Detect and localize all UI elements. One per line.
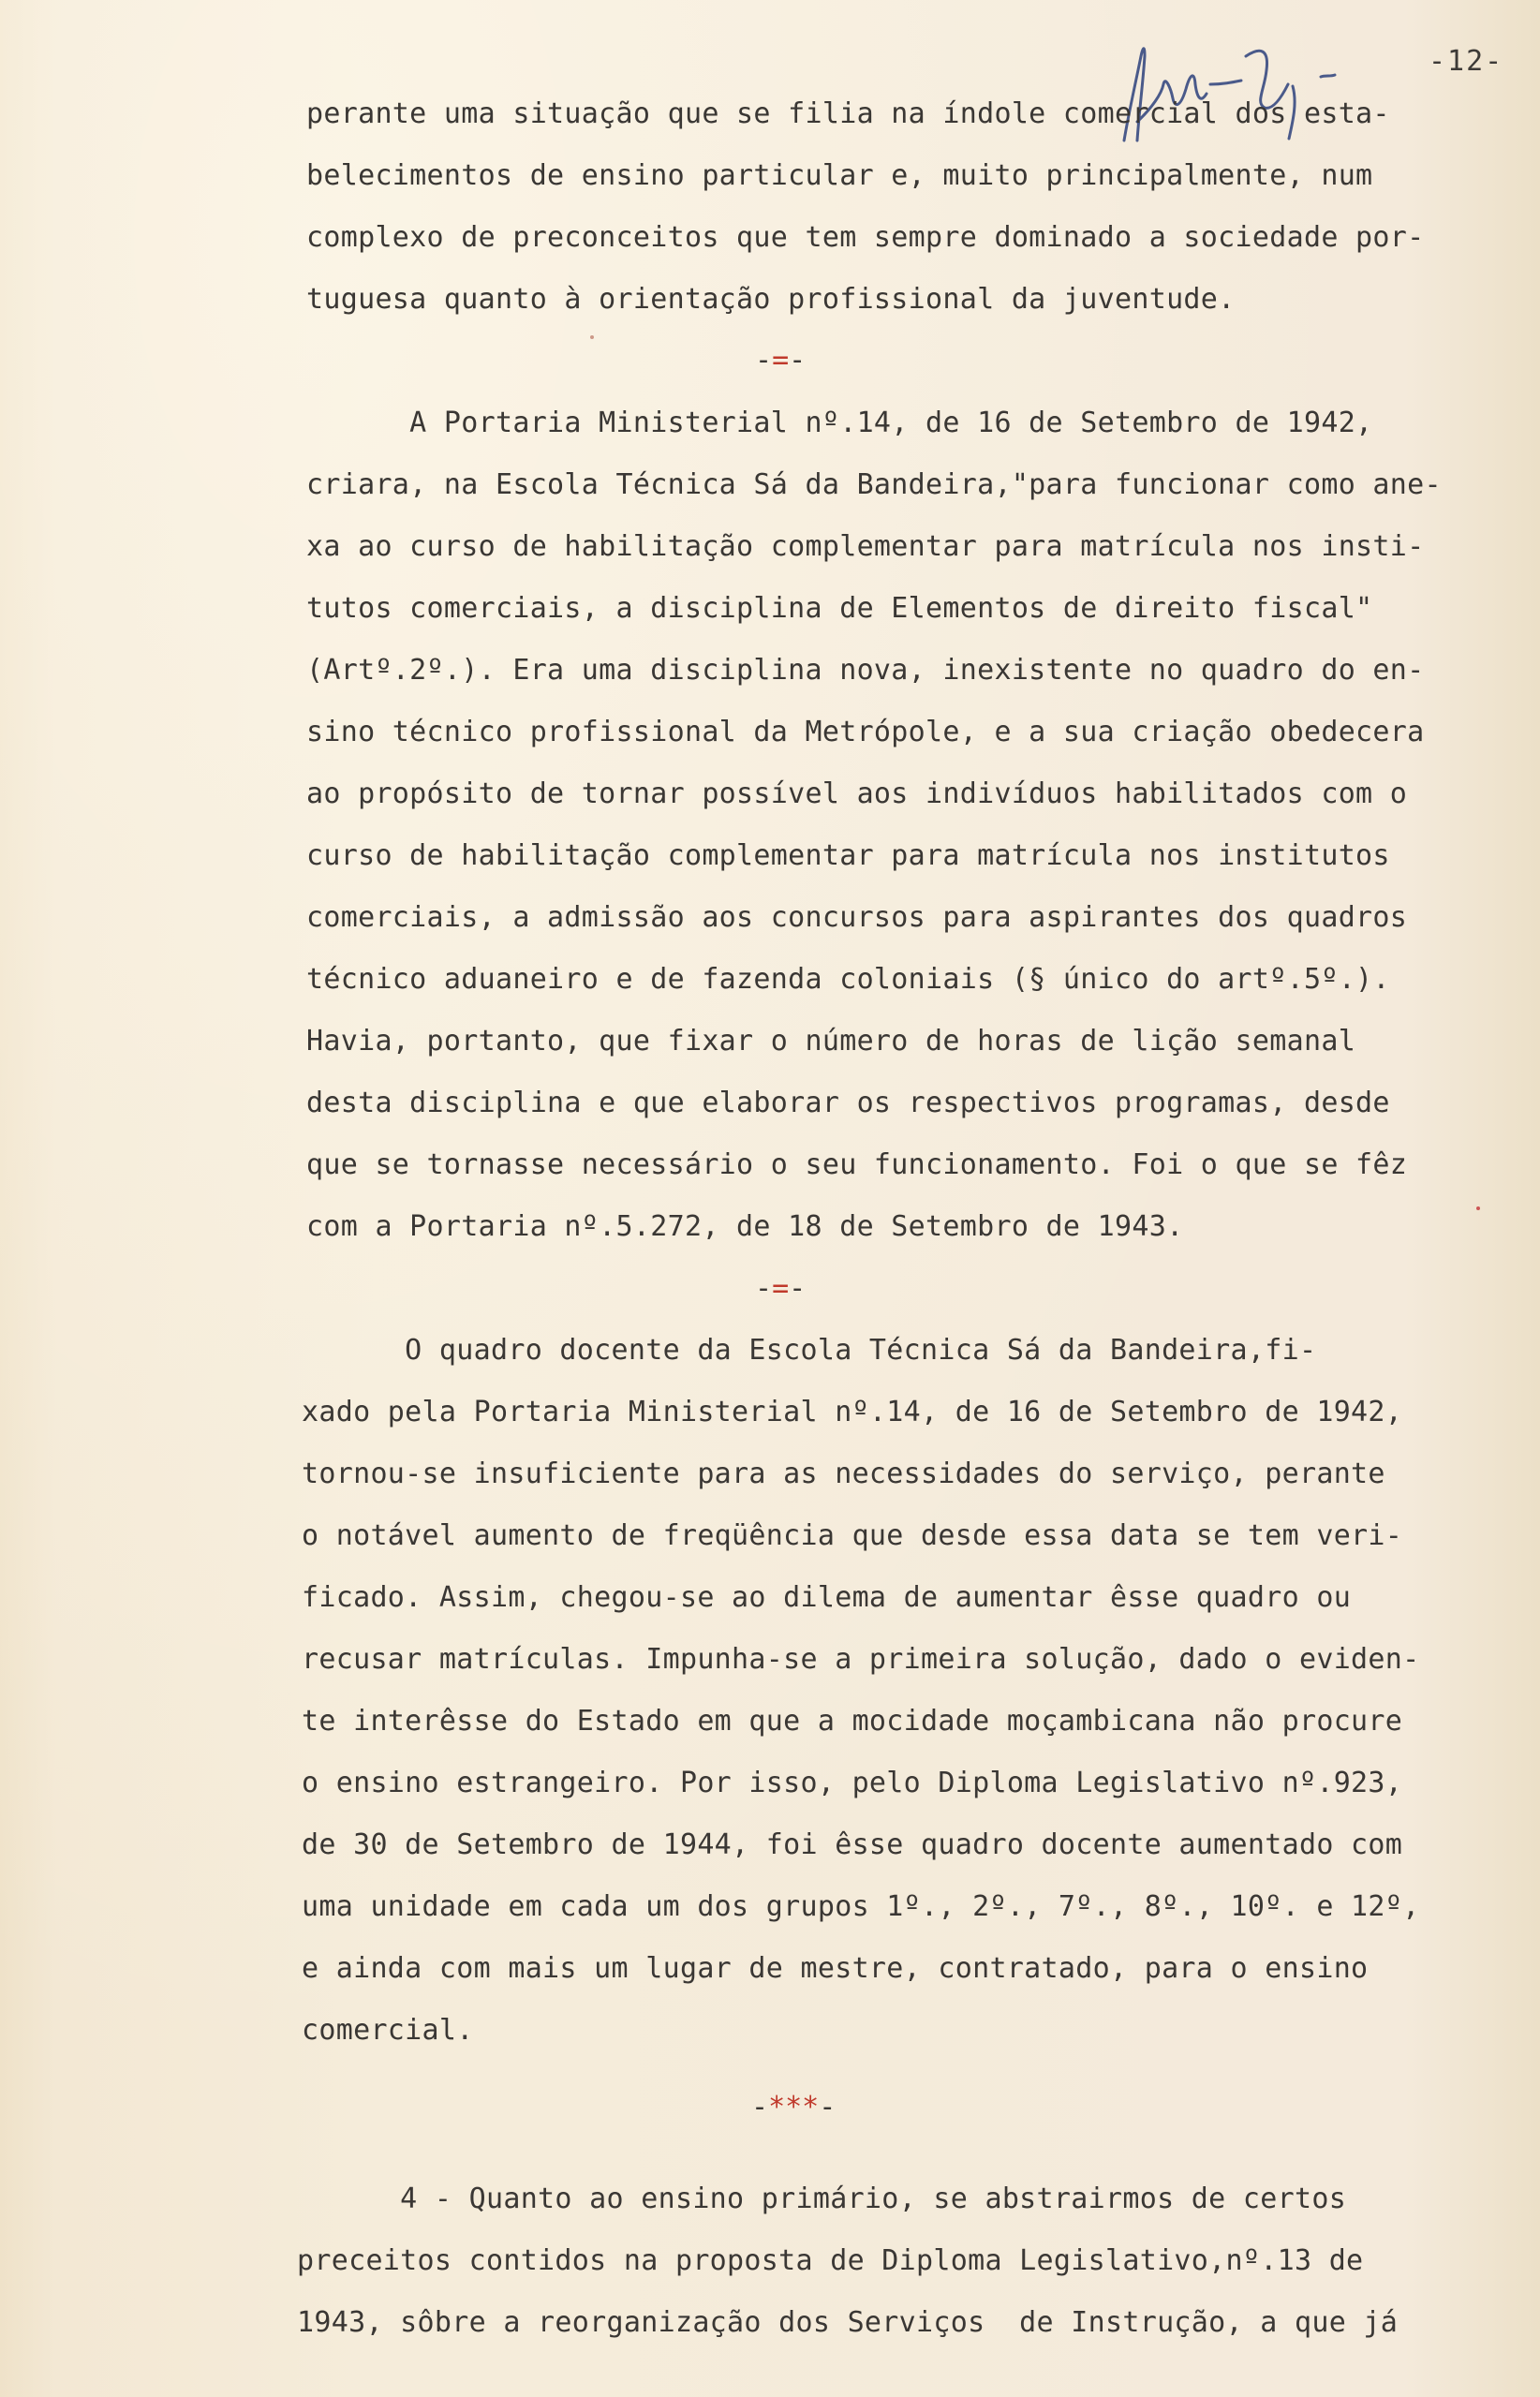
text-line: Havia, portanto, que fixar o número de horas de lição semanal [306,1025,1356,1058]
text-line: comerciais, a admissão aos concursos para aspirantes dos quadros [306,901,1408,934]
section-separator: -=- [755,344,807,377]
red-ink-dot [590,335,594,339]
red-ink-dot [1476,1206,1480,1210]
text-line: uma unidade em cada um dos grupos 1º., 2º., 7º., 8º., 10º. e 12º, [302,1890,1420,1923]
handwritten-signature [1105,19,1405,159]
section-separator: -=- [755,1272,807,1305]
text-line: desta disciplina e que elaborar os respectivos programas, desde [306,1087,1390,1119]
text-line: que se tornasse necessário o seu funcionamento. Foi o que se fêz [306,1148,1408,1181]
page-number: -12- [1429,45,1504,78]
text-line: tutos comerciais, a disciplina de Elementos de direito fiscal" [306,592,1373,625]
text-line: curso de habilitação complementar para matrícula nos institutos [306,839,1390,872]
text-line: ao propósito de tornar possível aos indivíduos habilitados com o [306,777,1408,810]
text-line: de 30 de Setembro de 1944, foi êsse quadro docente aumentado com [302,1828,1403,1861]
text-line: o ensino estrangeiro. Por isso, pelo Diploma Legislativo nº.923, [302,1767,1403,1799]
text-line: comercial. [302,2014,474,2047]
text-line: complexo de preconceitos que tem sempre dominado a sociedade por- [306,221,1425,254]
text-line: xado pela Portaria Ministerial nº.14, de 16 de Setembro de 1942, [302,1396,1403,1428]
text-line: A Portaria Ministerial nº.14, de 16 de Setembro de 1942, [306,407,1373,439]
text-line: tuguesa quanto à orientação profissional da juventude. [306,283,1236,316]
text-line: belecimentos de ensino particular e, muito principalmente, num [306,159,1373,192]
text-line: com a Portaria nº.5.272, de 18 de Setembro de 1943. [306,1210,1184,1243]
text-line: sino técnico profissional da Metrópole, e a sua criação obedecera [306,716,1425,748]
text-line: xa ao curso de habilitação complementar para matrícula nos insti- [306,530,1425,563]
text-line: técnico aduaneiro e de fazenda coloniais (§ único do artº.5º.). [306,963,1390,996]
text-line: recusar matrículas. Impunha-se a primeira solução, dado o eviden- [302,1643,1420,1676]
text-line: criara, na Escola Técnica Sá da Bandeira,"para funcionar como ane- [306,468,1442,501]
text-line: te interêsse do Estado em que a mocidade moçambicana não procure [302,1705,1403,1738]
section-separator-stars: -***- [751,2091,837,2123]
text-line: O quadro docente da Escola Técnica Sá da Bandeira,fi- [302,1334,1317,1367]
text-line: perante uma situação que se filia na índole comercial dos esta- [306,97,1390,130]
text-line: tornou-se insuficiente para as necessidades do serviço, perante [302,1457,1385,1490]
text-line: ficado. Assim, chegou-se ao dilema de aumentar êsse quadro ou [302,1581,1352,1614]
text-line: preceitos contidos na proposta de Diploma Legislativo,nº.13 de [297,2244,1364,2277]
text-line: (Artº.2º.). Era uma disciplina nova, inexistente no quadro do en- [306,654,1425,687]
text-line: e ainda com mais um lugar de mestre, contratado, para o ensino [302,1952,1369,1985]
text-line: 1943, sôbre a reorganização dos Serviços de Instrução, a que já [297,2306,1399,2339]
text-line: o notável aumento de freqüência que desde essa data se tem veri- [302,1519,1403,1552]
text-line: 4 - Quanto ao ensino primário, se abstrairmos de certos [297,2182,1347,2215]
